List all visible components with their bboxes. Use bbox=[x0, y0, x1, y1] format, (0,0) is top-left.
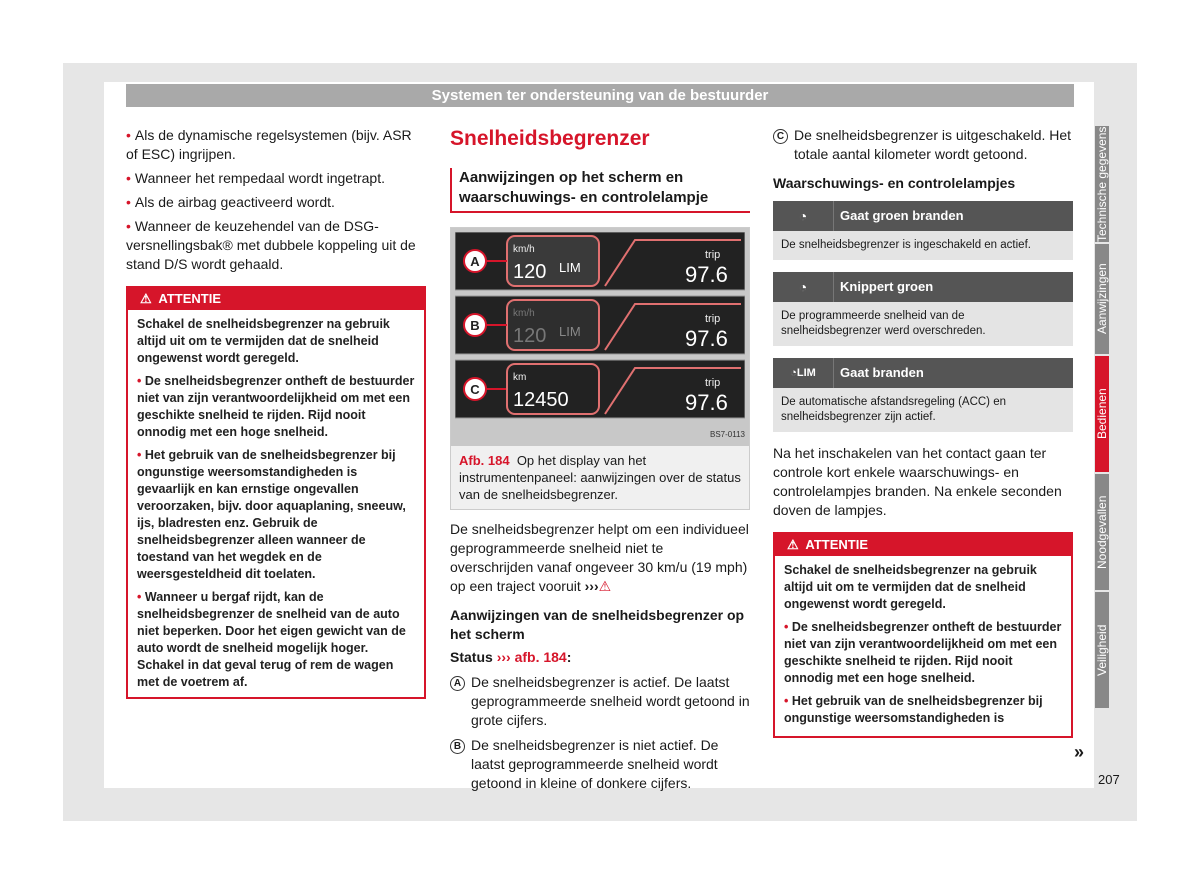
chapter-tabs bbox=[1095, 126, 1137, 710]
bullet-item: • Als de dynamische regelsystemen (bijv. ASR of ESC) ingrijpen. bbox=[126, 127, 412, 162]
attention-header: ⚠ ATTENTIE bbox=[128, 288, 424, 310]
lim-label: LIM bbox=[559, 324, 581, 339]
attention-box bbox=[126, 286, 426, 699]
warning-triangle-icon: ⚠ bbox=[787, 537, 799, 552]
warning-row: ◔ Gaat groen branden bbox=[773, 201, 1073, 231]
bullet-item: • Wanneer het rempedaal wordt ingetrapt. bbox=[126, 170, 385, 186]
warning-description: De programmeerde snelheid van de snelheidsbegrenzer werd overschreden. bbox=[773, 302, 1073, 346]
warning-description: De automatische afstandsregeling (ACC) en snelheidsbegrenzer zijn actief. bbox=[773, 388, 1073, 432]
unit-label: km bbox=[513, 372, 527, 383]
column-2 bbox=[450, 126, 750, 799]
figure-link[interactable]: ››› afb. 184 bbox=[496, 649, 567, 665]
status-item: C De snelheidsbegrenzer is uitgeschakeld. Het totale aantal kilometer wordt getoond. bbox=[773, 126, 1073, 164]
attention-intro: Schakel de snelheidsbegrenzer na gebruik altijd uit om te vermijden dat de snelheid ongewenst wordt geregeld. bbox=[784, 563, 1037, 611]
page-number: 207 bbox=[1098, 772, 1120, 787]
section-header: Systemen ter ondersteuning van de bestuurder bbox=[126, 84, 1074, 107]
subsection-title: Aanwijzingen op het scherm en waarschuwings- en controlelampje bbox=[450, 168, 750, 213]
attention-header: ⚠ ATTENTIE bbox=[775, 534, 1071, 556]
column-1 bbox=[126, 126, 426, 699]
unit-label: km/h bbox=[513, 244, 535, 255]
warning-row: ◔LIM Gaat branden bbox=[773, 358, 1073, 388]
bullet-item: • Wanneer de keuzehendel van de DSG-versnellingsbak® met dubbele koppeling uit de stand D/S wordt gehaald. bbox=[126, 218, 416, 272]
unit-label: km/h bbox=[513, 308, 535, 319]
speedometer-icon: ◔ bbox=[773, 272, 834, 302]
tab-bedienen[interactable]: Bedienen bbox=[1095, 356, 1109, 472]
section-title: Snelheidsbegrenzer bbox=[450, 127, 650, 150]
speed-lim-icon: ◔LIM bbox=[773, 358, 834, 388]
warning-description: De snelheidsbegrenzer is ingeschakeld en actief. bbox=[773, 231, 1073, 260]
trip-value: 97.6 bbox=[685, 390, 728, 415]
figure-code: BS7-0113 bbox=[710, 430, 745, 439]
column-3 bbox=[773, 126, 1073, 738]
figure-caption: Afb. 184 Op het display van het instrumentenpaneel: aanwijzingen over de status van de snelheidsbegrenzer. bbox=[451, 446, 749, 509]
status-line: Status ››› afb. 184: bbox=[450, 649, 572, 665]
warnings-heading: Waarschuwings- en controlelampjes bbox=[773, 175, 1016, 191]
speedometer-icon: ◔ bbox=[773, 201, 834, 231]
attention-point: • De snelheidsbegrenzer ontheft de bestuurder niet van zijn verantwoordelijkheid om met een geschikte snelheid te rijden. Rijd nooit onnodig met een hoge snelheid. bbox=[784, 620, 1062, 685]
bullet-item: • Als de airbag geactiveerd wordt. bbox=[126, 194, 335, 210]
paragraph: Na het inschakelen van het contact gaan ter controle kort enkele waarschuwings- en controlelampjes branden. Na enkele seconden doven de lampjes. bbox=[773, 445, 1062, 518]
warning-row: ◔ Knippert groen bbox=[773, 272, 1073, 302]
attention-point: • De snelheidsbegrenzer ontheft de bestuurder niet van zijn verantwoordelijkheid om met een geschikte snelheid te rijden. Rijd nooit onnodig met een hoge snelheid. bbox=[137, 374, 415, 439]
attention-box bbox=[773, 532, 1073, 738]
warning-triangle-icon: ⚠ bbox=[598, 578, 612, 594]
attention-point: • Het gebruik van de snelheidsbegrenzer bij ongunstige weersomstandigheden is gevaarlijk en kan ernstige ongevallen veroorzaken, bijv. door aquaplaning, sneeuw, ijs, bladresten enz. Gebruik de snelheidsbegrenzer alleen wanneer de toestand van het wegdek en de weersgesteldheid dit toelaten. bbox=[137, 448, 406, 581]
trip-value: 97.6 bbox=[685, 326, 728, 351]
callout-label: C bbox=[470, 382, 480, 397]
attention-point: • Het gebruik van de snelheidsbegrenzer bij ongunstige weersomstandigheden is bbox=[784, 694, 1043, 725]
tab-technische-gegevens[interactable]: Technische gegevens bbox=[1095, 126, 1109, 242]
attention-intro: Schakel de snelheidsbegrenzer na gebruik altijd uit om te vermijden dat de snelheid ongewenst wordt geregeld. bbox=[137, 317, 390, 365]
speed-value: 120 bbox=[513, 261, 547, 283]
callout-label: B bbox=[470, 318, 480, 333]
lim-label: LIM bbox=[559, 260, 581, 275]
tab-aanwijzingen[interactable]: Aanwijzingen bbox=[1095, 244, 1109, 354]
tab-noodgevallen[interactable]: Noodgevallen bbox=[1095, 474, 1109, 590]
odometer-value: 12450 bbox=[513, 389, 569, 411]
trip-value: 97.6 bbox=[685, 262, 728, 287]
subheading: Aanwijzingen van de snelheidsbegrenzer op het scherm bbox=[450, 607, 745, 642]
trip-label: trip bbox=[705, 377, 721, 389]
warning-triangle-icon: ⚠ bbox=[140, 291, 152, 306]
trip-label: trip bbox=[705, 249, 721, 261]
display-illustration bbox=[455, 232, 745, 422]
attention-point: • Wanneer u bergaf rijdt, kan de snelheidsbegrenzer de snelheid van de auto niet beperken. Door het eigen gewicht van de auto wordt de snelheid mogelijk hoger. Schakel in dat geval terug of rem de wagen met de voetrem af. bbox=[137, 590, 406, 689]
trip-label: trip bbox=[705, 313, 721, 325]
status-item: B De snelheidsbegrenzer is niet actief. De laatst geprogrammeerde snelheid wordt getoond in kleine of donkere cijfers. bbox=[450, 736, 750, 793]
figure-184 bbox=[450, 227, 750, 510]
continue-mark: » bbox=[1074, 742, 1085, 762]
status-item: A De snelheidsbegrenzer is actief. De laatst geprogrammeerde snelheid wordt getoond in grote cijfers. bbox=[450, 673, 750, 730]
callout-label: A bbox=[470, 254, 480, 269]
intro-paragraph: De snelheidsbegrenzer helpt om een individueel geprogrammeerde snelheid niet te overschrijden vanaf ongeveer 30 km/u (19 mph) op een traject vooruit ›››⚠ bbox=[450, 521, 749, 594]
speed-value: 120 bbox=[513, 325, 547, 347]
tab-veiligheid[interactable]: Veiligheid bbox=[1095, 592, 1109, 708]
